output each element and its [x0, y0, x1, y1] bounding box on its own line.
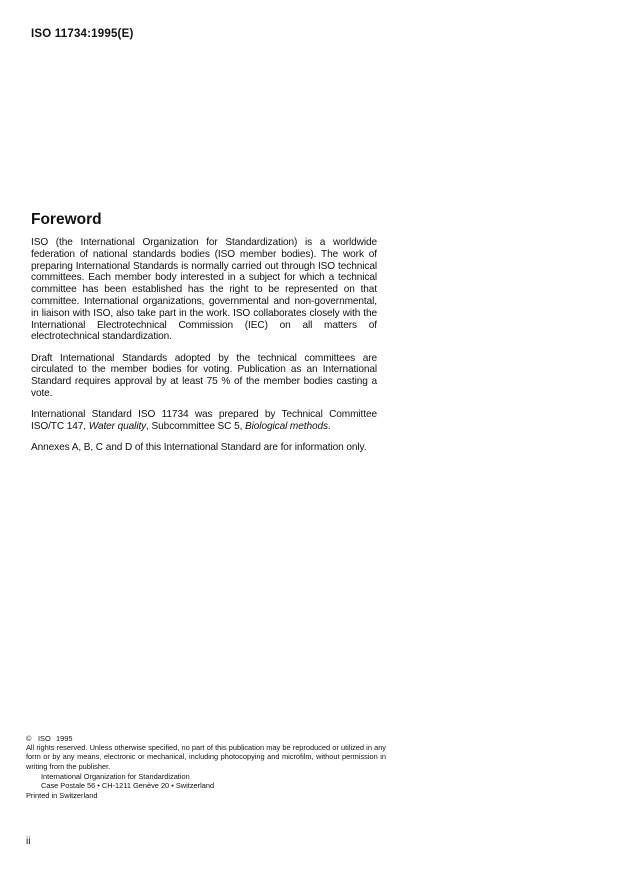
foreword-paragraph-1: ISO (the International Organization for Standardization) is a worldwide federation of national standards bodies (ISO member bodies). The work of preparing International Standards is normally carried out through ISO technical committees. Each member body interested in a subject for which a technical committee has been established has the right to be represented on that committee. International organizations, governmental and non-governmental, in liaison with ISO, also take part in the work. ISO collaborates closely with the International Electrotechnical Commission (IEC) on all matters of electrotechnical standardization. — [31, 237, 377, 343]
document-header-id: ISO 11734:1995(E) — [31, 28, 134, 40]
address-line-2: Case Postale 56 • CH-1211 Genève 20 • Switzerland — [41, 781, 215, 791]
copyright-symbol: © — [26, 734, 32, 743]
page-number: ii — [26, 836, 31, 847]
copyright-org: ISO — [38, 734, 51, 743]
section-title-foreword: Foreword — [31, 211, 102, 228]
foreword-body — [31, 237, 377, 464]
paragraph-3-text-1: International Standard ISO 11734 was prepared by Technical Committee ISO/TC 147, — [31, 409, 377, 433]
copyright-year: 1995 — [56, 734, 73, 743]
copyright-line — [26, 734, 386, 743]
address-line-1: International Organization for Standardization — [41, 771, 190, 781]
paragraph-3-italic-water-quality: Water quality — [88, 421, 147, 433]
foreword-paragraph-4: Annexes A, B, C and D of this International Standard are for information only. — [31, 442, 367, 454]
copyright-footer — [26, 734, 386, 800]
foreword-paragraph-2: Draft International Standards adopted by the technical committees are circulated to the member bodies for voting. Publication as an International Standard requires approval by at least 75 % of the member bodies casting a vote. — [31, 352, 377, 400]
paragraph-3-text-3: . — [327, 421, 331, 433]
paragraph-3-text-2: , Subcommittee SC 5, — [146, 421, 246, 433]
paragraph-3-italic-biological-methods: Biological methods — [245, 421, 328, 433]
publisher-address — [41, 772, 386, 790]
rights-statement: All rights reserved. Unless otherwise specified, no part of this publication may be reproduced or utilized in any form or by any means, electronic or mechanical, including photocopying and microfilm, without permission in writing from the publisher. — [26, 743, 386, 771]
foreword-paragraph-3 — [31, 409, 377, 433]
printed-in: Printed in Switzerland — [26, 791, 98, 801]
